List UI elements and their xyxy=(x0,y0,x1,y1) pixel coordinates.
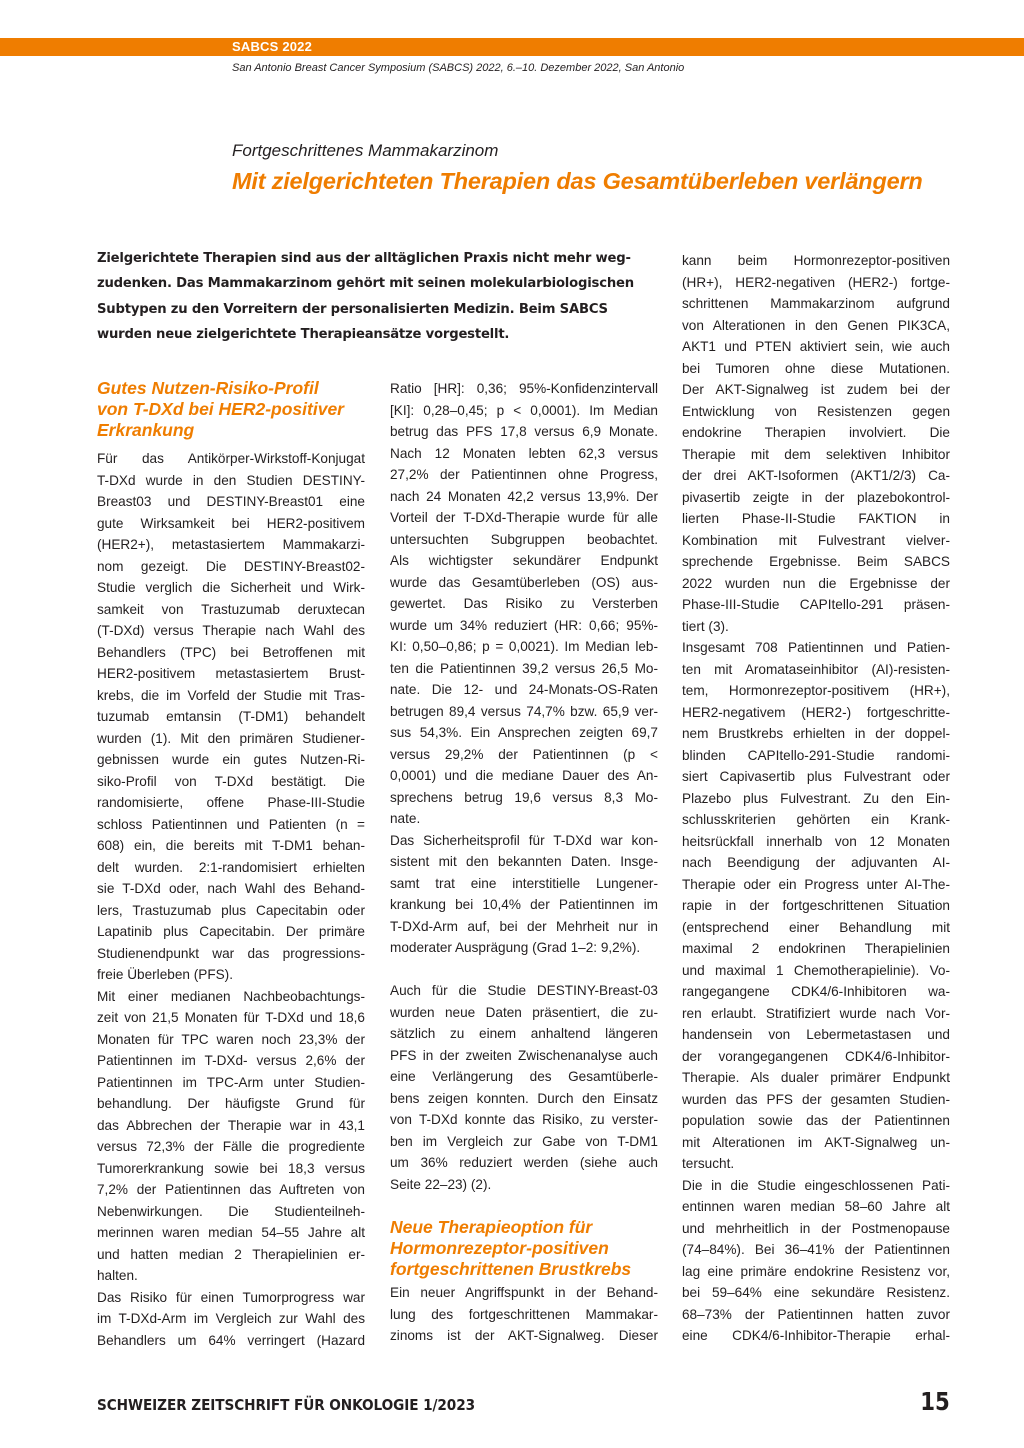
text-line: schloss Patientinnen und Patienten (n = xyxy=(97,816,365,832)
article-title: Mit zielgerichteten Therapien das Gesamtüberleben verlängern xyxy=(232,168,923,194)
text-line: Nach 12 Monaten lebten 62,3 versus xyxy=(390,445,658,461)
text-line: Therapie oder ein Progress unter AI-The- xyxy=(682,876,950,892)
text-line: pivasertib zeigte in der plazebokontrol- xyxy=(682,489,950,505)
text-line: versus 29,2% der Patientinnen (p < xyxy=(390,746,658,762)
text-line: von T-DXd konnte das Risiko, zu verster- xyxy=(390,1112,658,1127)
text-line: gewertet. Das Risiko zu Versterben xyxy=(390,596,658,611)
text-line: zeit von 21,5 Monaten für T-DXd und 18,6 xyxy=(97,1010,365,1025)
text-line: bei 59–64% eine sekundäre Resistenz. xyxy=(682,1285,950,1300)
text-line: sprechens betrug 19,6 versus 8,3 Mo- xyxy=(390,789,658,805)
text-line: tersucht. xyxy=(682,1156,735,1171)
text-line: population sowie das der Patientinnen xyxy=(682,1113,950,1128)
text-line: Kombination mit Fulvestrant vielver- xyxy=(682,532,950,548)
text-line: heitsrückfall innerhalb von 12 Monaten xyxy=(682,833,950,849)
text-line: ten mit Aromataseinhibitor (AI)-resisten- xyxy=(682,661,950,677)
text-line: der vorangegangenen CDK4/6-Inhibitor- xyxy=(682,1048,950,1064)
text-line: wurden das PFS der gesamten Studien- xyxy=(682,1091,950,1107)
text-line: halten. xyxy=(97,1268,138,1283)
text-line: Der AKT-Signalweg ist zudem bei der xyxy=(682,382,950,397)
text-line: ten die Patientinnen 39,2 versus 26,5 Mo- xyxy=(390,660,658,676)
text-line: sätzlich zu einem anhaltend längeren xyxy=(390,1026,658,1041)
text-line: 7,2% der Patientinnen das Auftreten von xyxy=(97,1182,365,1197)
text-line: nem Brustkrebs erhielten in der doppel- xyxy=(682,726,950,741)
text-line: schrittenen Mammakarzinom aufgrund xyxy=(682,296,950,311)
text-line: (HR+), HER2-negativen (HER2-) fortge- xyxy=(682,274,950,290)
text-line: und hatten median 2 Therapielinien er- xyxy=(97,1246,365,1262)
text-line: und maximal 1 Chemotherapielinie). Vo- xyxy=(682,962,950,978)
page-number: 15 xyxy=(920,1387,950,1416)
text-line: 0,0001) und die mediane Dauer des An- xyxy=(390,768,658,783)
text-line: Lapatinib plus Capecitabin. Der primäre xyxy=(97,924,365,939)
column-1 xyxy=(97,448,365,1351)
text-line: samkeit von Trastuzumab deruxtecan xyxy=(97,601,365,617)
text-line: Die in die Studie eingeschlossenen Pati- xyxy=(682,1177,950,1193)
text-line: Ein neuer Angriffspunkt in der Behand- xyxy=(390,1285,658,1300)
text-line: 2022 wurden nun die Ergebnisse der xyxy=(682,575,950,591)
text-line: Studie verglich die Sicherheit und Wirk- xyxy=(97,580,365,595)
text-line: tuzumab emtansin (T-DM1) behandelt xyxy=(97,709,365,724)
text-line: freie Überleben (PFS). xyxy=(97,967,233,982)
text-line: um 36% reduziert werden (siehe auch xyxy=(390,1155,658,1170)
text-line: Das Sicherheitsprofil für T-DXd war kon- xyxy=(390,832,658,848)
text-line: tem, Hormonrezeptor-positivem (HR+), xyxy=(682,683,950,698)
text-line: ren erlaubt. Stratifiziert wurde nach Vor- xyxy=(682,1005,950,1021)
text-line: bens zeigen konnten. Durch den Einsatz xyxy=(390,1090,658,1106)
column-2-continued xyxy=(390,1282,658,1347)
text-line: wurde das Gesamtüberleben (OS) aus- xyxy=(390,574,658,590)
text-line: Plazebo plus Fulvestrant. Zu den Ein- xyxy=(682,790,950,806)
text-line: nach Beendigung der adjuvanten AI- xyxy=(682,855,950,870)
lead-line: zudenken. Das Mammakarzinom gehört mit seinen molekularbiologischen xyxy=(97,276,634,292)
text-line: Entwicklung von Resistenzen gegen xyxy=(682,403,950,419)
lead-line: Subtypen zu den Vorreitern der personalisierten Medizin. Beim SABCS xyxy=(97,301,608,317)
text-line: sus 54,3%. Ein Ansprechen zeigten 69,7 xyxy=(390,725,658,740)
text-line: wurden (1). Mit den primären Studiener- xyxy=(97,730,365,746)
text-line: lierten Phase-II-Studie FAKTION in xyxy=(682,511,950,526)
text-line: delt wurden. 2:1-randomisiert erhielten xyxy=(97,859,365,875)
text-line: blinden CAPItello-291-Studie randomi- xyxy=(682,747,950,763)
text-line: Für das Antikörper-Wirkstoff-Konjugat xyxy=(97,451,365,466)
text-line: sistent mit den bekannten Daten. Insge- xyxy=(390,854,658,869)
text-line: entinnen waren median 58–60 Jahre alt xyxy=(682,1199,950,1214)
lead-line: wurden neue zielgerichtete Therapieansätze vorgestellt. xyxy=(97,327,510,343)
text-line: Als wichtigster sekundärer Endpunkt xyxy=(390,553,658,568)
text-line: Patientinnen im T-DXd- versus 2,6% der xyxy=(97,1053,365,1068)
text-line: Breast03 und DESTINY-Breast01 eine xyxy=(97,494,365,509)
text-line: moderater Ausprägung (Grad 1–2: 9,2%). xyxy=(390,940,641,955)
text-line xyxy=(390,959,658,981)
subheading-line: Neue Therapieoption für xyxy=(390,1217,593,1237)
text-line: wurden neue Daten präsentiert, die zu- xyxy=(390,1004,658,1020)
text-line: rapie in der fortgeschrittenen Situation xyxy=(682,898,950,913)
text-line: gute Wirksamkeit bei HER2-positivem xyxy=(97,515,365,531)
text-line: betrugen 89,4 versus 74,7% bzw. 65,9 ver- xyxy=(390,703,658,719)
text-line: siko-Profil von T-DXd bestätigt. Die xyxy=(97,773,365,789)
text-line: Vorteil der T-DXd-Therapie wurde für alle xyxy=(390,510,658,525)
subheading-line: Erkrankung xyxy=(97,420,195,440)
subheading-1 xyxy=(97,378,344,441)
text-line: Behandlers um 64% verringert (Hazard xyxy=(97,1332,365,1348)
subheading-line: Hormonrezeptor-positiven xyxy=(390,1238,609,1258)
subheading-line: von T-DXd bei HER2-positiver xyxy=(97,399,344,419)
text-line: KI: 0,50–0,86; p = 0,0021). Im Median leb- xyxy=(390,639,658,654)
text-line: lag eine primäre endokrine Resistenz vor, xyxy=(682,1263,950,1279)
text-line: tiert (3). xyxy=(682,618,729,634)
text-line: bei Tumoren ohne diese Mutationen. xyxy=(682,360,950,376)
text-line: lers, Trastuzumab plus Capecitabin oder xyxy=(97,902,365,918)
text-line: HER2-positivem metastasiertem Brust- xyxy=(97,666,365,681)
text-line: wurde um 34% reduziert (HR: 0,66; 95%- xyxy=(390,617,658,633)
text-line: behandlung. Der häufigste Grund für xyxy=(97,1096,365,1111)
subheading-line: Gutes Nutzen-Risiko-Profil xyxy=(97,378,319,398)
text-line: Therapie mit dem selektiven Inhibitor xyxy=(682,446,950,462)
text-line: Phase-III-Studie CAPItello-291 präsen- xyxy=(682,597,950,612)
text-line: Studienendpunkt war das progressions- xyxy=(97,945,365,961)
text-line: Insgesamt 708 Patientinnen und Patien- xyxy=(682,640,950,655)
text-line: Monaten für TPC waren noch 23,3% der xyxy=(97,1031,365,1047)
text-line: (HER2+), metastasiertem Mammakarzi- xyxy=(97,537,365,552)
subheading-line: fortgeschrittenen Brustkrebs xyxy=(390,1259,632,1279)
section-tag: SABCS 2022 xyxy=(232,39,313,54)
text-line: sprechende Ergebnisse. Beim SABCS xyxy=(682,554,950,569)
text-line: Patientinnen im TPC-Arm unter Studien- xyxy=(97,1074,365,1090)
text-line: untersuchten Subgruppen beobachtet. xyxy=(390,531,658,547)
text-line: nate. Die 12- und 24-Monats-OS-Raten xyxy=(390,682,658,697)
text-line: T-DXd-Arm auf, bei der Mehrheit nur in xyxy=(390,918,658,934)
text-line: im T-DXd-Arm im Vergleich zur Wahl des xyxy=(97,1311,365,1326)
text-line: zinoms ist der AKT-Signalweg. Dieser xyxy=(390,1328,658,1343)
text-line: Tumorerkrankung sowie bei 18,3 versus xyxy=(97,1160,365,1176)
text-line: endokrine Therapien involviert. Die xyxy=(682,425,950,440)
text-line: nate. xyxy=(390,811,421,826)
text-line: [KI]: 0,28–0,45; p < 0,0001). Im Median xyxy=(390,402,658,418)
text-line: gebnissen wurde ein gutes Nutzen-Ri- xyxy=(97,752,365,767)
text-line: krebs, die im Vorfeld der Studie mit Tras- xyxy=(97,687,365,703)
text-line: PFS in der zweiten Zwischenanalyse auch xyxy=(390,1047,658,1063)
article-kicker: Fortgeschrittenes Mammakarzinom xyxy=(232,141,499,160)
text-line: (74–84%). Bei 36–41% der Patientinnen xyxy=(682,1242,950,1257)
text-line: Seite 22–23) (2). xyxy=(390,1176,492,1192)
text-line: nach 24 Monaten 42,2 versus 13,9%. Der xyxy=(390,488,658,504)
article-lead xyxy=(97,246,634,348)
text-line: Ratio [HR]: 0,36; 95%-Konfidenzintervall xyxy=(390,381,658,396)
text-line: Das Risiko für einen Tumorprogress war xyxy=(97,1289,365,1305)
subheading-2 xyxy=(390,1217,631,1280)
text-line: der drei AKT-Isoformen (AKT1/2/3) Ca- xyxy=(682,468,950,483)
text-line: 608) ein, die bereits mit T-DM1 behan- xyxy=(97,838,365,853)
text-line: merinnen waren median 54–55 Jahre alt xyxy=(97,1225,365,1240)
text-line: 27,2% der Patientinnen ohne Progress, xyxy=(390,467,658,482)
text-line: eine CDK4/6-Inhibitor-Therapie erhal- xyxy=(682,1328,950,1343)
text-line: ben im Vergleich zur Gabe von T-DM1 xyxy=(390,1133,658,1149)
text-line: (T-DXd) versus Therapie nach Wahl des xyxy=(97,623,365,638)
text-line: kann beim Hormonrezeptor-positiven xyxy=(682,253,950,268)
text-line: und mehrheitlich in der Postmenopause xyxy=(682,1220,950,1236)
text-line: versus 72,3% der Fälle die progrediente xyxy=(97,1139,365,1154)
text-line: Mit einer medianen Nachbeobachtungs- xyxy=(97,988,365,1004)
text-line: nom gezeigt. Die DESTINY-Breast02- xyxy=(97,558,365,574)
text-line: Nebenwirkungen. Die Studienteilneh- xyxy=(97,1203,365,1219)
journal-footer: SCHWEIZER ZEITSCHRIFT FÜR ONKOLOGIE 1/2023 xyxy=(97,1396,476,1414)
header-bar xyxy=(0,38,1024,56)
text-line: handensein von Lebermetastasen und xyxy=(682,1027,950,1042)
text-line: Auch für die Studie DESTINY-Breast-03 xyxy=(390,983,658,998)
text-line: maximal 2 endokrinen Therapielinien xyxy=(682,941,950,956)
text-line: eine Verlängerung des Gesamtüberle- xyxy=(390,1069,658,1084)
text-line: 68–73% der Patientinnen hatten zuvor xyxy=(682,1306,950,1322)
text-line: krankung bei 10,4% der Patientinnen im xyxy=(390,897,658,912)
column-2 xyxy=(390,378,658,1195)
text-line: schlusskriterien gehörten ein Krank- xyxy=(682,812,950,827)
text-line: lung des fortgeschrittenen Mammakar- xyxy=(390,1306,658,1322)
text-line: das Abbrechen der Therapie war in 43,1 xyxy=(97,1117,365,1133)
conference-line: San Antonio Breast Cancer Symposium (SABCS) 2022, 6.–10. Dezember 2022, San Antonio xyxy=(232,62,685,74)
text-line: betrug das PFS 17,8 versus 6,9 Monate. xyxy=(390,424,658,439)
text-line: sie T-DXd oder, nach Wahl des Behand- xyxy=(97,881,365,896)
text-line: rangegangene CDK4/6-Inhibitoren wa- xyxy=(682,984,950,999)
text-line: samt trat eine interstitielle Lungener- xyxy=(390,875,658,891)
column-3 xyxy=(682,250,950,1347)
text-line: HER2-negativem (HER2-) fortgeschritte- xyxy=(682,704,950,720)
text-line: (entsprechend einer Behandlung mit xyxy=(682,919,950,935)
text-line: AKT1 und PTEN aktiviert sein, wie auch xyxy=(682,339,950,354)
text-line: Behandlers (TPC) bei Betroffenen mit xyxy=(97,644,365,660)
text-line: T-DXd wurde in den Studien DESTINY- xyxy=(97,472,365,488)
text-line: siert Capivasertib plus Fulvestrant oder xyxy=(682,769,950,784)
text-line: randomisierte, offene Phase-III-Studie xyxy=(97,795,365,810)
text-line: Therapie. Als dualer primärer Endpunkt xyxy=(682,1070,950,1085)
lead-line: Zielgerichtete Therapien sind aus der alltäglichen Praxis nicht mehr weg- xyxy=(97,251,631,266)
text-line: mit Alterationen im AKT-Signalweg un- xyxy=(682,1134,950,1150)
text-line: von Alterationen in den Genen PIK3CA, xyxy=(682,317,950,333)
